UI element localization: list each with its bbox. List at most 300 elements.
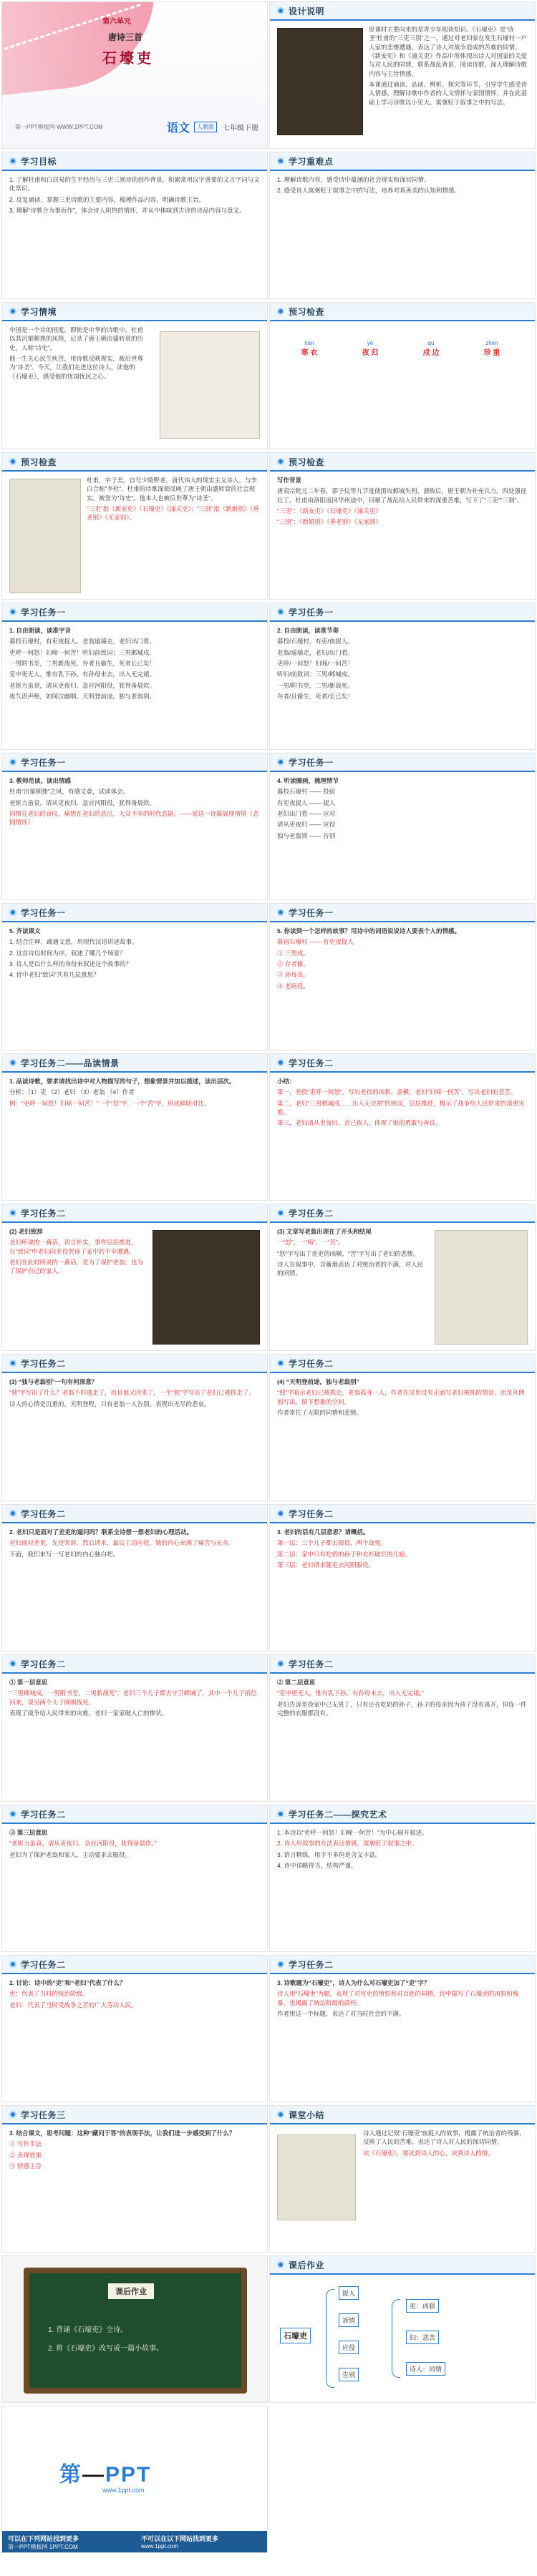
slide-header xyxy=(2,1805,267,1824)
slide-header xyxy=(270,1505,535,1523)
task-heading: ② 第二层意思 xyxy=(277,1679,316,1686)
mindmap-feeling: 诗人：同情 xyxy=(406,2362,445,2376)
slide-task2-k xyxy=(1,1805,268,1952)
cover-brandbar xyxy=(15,117,258,137)
body-line: 第三，老妇请从吏夜归，舍己救人，体现了她的勇敢与善良。 xyxy=(277,1119,442,1127)
header-dot-icon xyxy=(277,308,284,315)
task-heading: ① 第一层意思 xyxy=(9,1679,48,1686)
slide-title: 学习任务一 xyxy=(289,757,334,768)
header-dot-icon xyxy=(9,2111,16,2118)
body-line: 一“怒”，一“啼”，一“苦”。 xyxy=(277,1239,344,1246)
slide-body xyxy=(277,1077,528,1194)
poem-line: 老妪力虽衰，请从吏夜归。急应河阳役，犹得备晨炊。 xyxy=(9,681,156,689)
slide-body xyxy=(9,1227,145,1345)
slide-body xyxy=(369,25,528,142)
slide-body xyxy=(9,326,145,443)
body-line: 中国是一个诗的国度，即使是中华的诗歌中，杜甫以其沉郁顿挫的风格，记录了唐王朝由盛转衰的历史，人称“诗史”。 xyxy=(9,326,144,351)
slide-body xyxy=(363,2129,528,2246)
slide-header xyxy=(2,603,267,622)
pinyin-card xyxy=(467,340,517,357)
slide-body xyxy=(9,1828,260,1946)
slide-preview-check-2 xyxy=(1,452,268,600)
task-heading: (3) 文章写老翁出现在了开头和结尾 xyxy=(277,1228,372,1235)
body-line: 2. 反复诵读，掌握三吏诗歌的主要内容，梳理作品内容，明确诗歌主旨。 xyxy=(9,195,205,203)
slide-title: 学习任务二 xyxy=(289,1508,334,1519)
slide-task2-m xyxy=(269,1955,536,2102)
body-line: 老妇告诉差役家中已无男丁，只有还在吃奶的孙子，孙子的母亲因为孩子没有离开，但连一件完整的衣服都没有。 xyxy=(277,1700,527,1717)
slide-title: 学习任务二 xyxy=(289,1058,334,1068)
slide-header xyxy=(270,2256,535,2275)
board-title: 课后作业 xyxy=(108,2283,154,2299)
body-line: 有吏夜捉人 —— 捉人 xyxy=(277,799,336,806)
task-heading: 3. 教师范读，读出情感 xyxy=(9,777,71,784)
cover-unit: 第六单元 xyxy=(102,18,131,26)
word: 珍 重 xyxy=(483,349,500,357)
slide-title: 预习检查 xyxy=(21,457,57,467)
mindmap-branch: 捉人 xyxy=(339,2286,359,2300)
slide-task2-h xyxy=(269,1504,536,1652)
slide-task2-d xyxy=(269,1204,536,1351)
task-heading: 3. 结合课文，思考问题：这种“藏问于答”的表现手法，让我们进一步感受到了什么？ xyxy=(9,2129,236,2137)
slide-header xyxy=(2,904,267,922)
body-line: 1. 本诗以“吏呼一何怒！妇啼一何苦！”为中心展开叙述。 xyxy=(277,1829,428,1836)
body-line: 他一生关心民生疾苦，用诗歌反映现实，被后世尊为“诗圣”。今天，让我们走进这位诗人，读他的《石壕吏》，感受他的忧国忧民之心。 xyxy=(9,354,144,380)
mindmap-bracket xyxy=(326,2289,334,2388)
slide-title: 学习任务一 xyxy=(21,757,66,768)
slide-task1-e xyxy=(1,903,268,1050)
body-line: ① 三男戍。 xyxy=(277,949,309,957)
body-line: 3. 诗人是以什么样的身份来叙述这个故事的？ xyxy=(9,960,132,967)
header-dot-icon xyxy=(277,1059,284,1066)
poem-line: 室中更无人，惟有乳下孙。有孙母未去，出入无完裙。 xyxy=(9,670,156,678)
poem-line: 存者/且偷生，死者/长已矣！ xyxy=(277,692,354,700)
ad-box xyxy=(2,2406,268,2553)
poem-line: 老翁/逾墙走，老妇/出门看。 xyxy=(277,648,354,656)
header-dot-icon xyxy=(277,1660,284,1667)
poet-image xyxy=(9,479,81,593)
board-item: 2. 将《石壕吏》改写成一篇小故事。 xyxy=(48,2345,164,2353)
body-line: 3. 理解“诗歌合为事而作”，体会诗人炽热的情怀，并从中体味到古诗的诗品内容与意义。 xyxy=(9,206,246,214)
body-line: “怒”字写出了差吏的凶横，“苦”字写出了老妇的悲惨。 xyxy=(277,1249,420,1257)
slide-key-points xyxy=(269,152,536,299)
task-heading: (2) 老妇致辞 xyxy=(9,1228,43,1235)
slide-task2-a xyxy=(1,1053,268,1201)
slide-header xyxy=(2,152,267,171)
task-heading: 5. 齐读课文 xyxy=(9,927,41,935)
footer-right-title: 不可以在以下网站找到更多 xyxy=(141,2535,219,2542)
poem-line: 听妇/前致词：三男/邺城戍。 xyxy=(277,670,354,678)
slide-homework xyxy=(1,2255,268,2403)
poem-line: 暮投石壕村，有吏夜捉人。老翁逾墙走，老妇出门看。 xyxy=(9,638,156,645)
body-line: 唐肃宗乾元二年春，郭子仪等九节度使围攻邺城失利，溃败后，唐王朝为补充兵力，四处强征壮丁。杜甫由洛阳返回华州途中，目睹了战乱给人民带来的深重苦难，写下了“三吏”“三别”。 xyxy=(277,487,527,504)
body-line: ④ 老妪役。 xyxy=(277,982,309,990)
slide-body xyxy=(9,1528,260,1645)
body-line: 诗人在叙事中，含蓄地表达了对统治者的不满，对人民的同情。 xyxy=(277,1260,424,1277)
poem-line: 吏呼/一何怒！妇啼/一何苦！ xyxy=(277,659,354,667)
slide-title: 学习任务三 xyxy=(21,2109,66,2120)
slide-title: 设计说明 xyxy=(289,6,325,16)
slide-header xyxy=(270,1655,535,1674)
body-line: 独与老翁别 —— 告别 xyxy=(277,831,336,839)
slide-body xyxy=(277,927,528,1044)
body-line: “室中更无人，惟有乳下孙。有孙母未去，出入无完裙。” xyxy=(277,1689,425,1697)
body-line: 老妇出门看 —— 应对 xyxy=(277,809,336,817)
cover-grade: 七年级下册 xyxy=(223,124,258,132)
slide-header xyxy=(2,1355,267,1373)
slide-task1-a xyxy=(1,602,268,750)
logo-part: PPT xyxy=(105,2463,152,2487)
pinyin: qú xyxy=(427,340,435,346)
slide-title: 学习任务一 xyxy=(21,907,66,918)
body-line: 例：“吏呼一何怒！妇啼一何苦！”一个“怒”字，一个“苦”字，形成鲜明对比。 xyxy=(9,1099,211,1107)
mindmap-feeling: 妇：悲苦 xyxy=(406,2331,439,2344)
slide-title: 学习任务二 xyxy=(289,1959,334,1970)
slide-body xyxy=(9,1678,260,1795)
slide-header xyxy=(270,2106,535,2124)
slide-header xyxy=(270,303,535,321)
cover-edition: 人教版 xyxy=(194,122,217,132)
header-dot-icon xyxy=(9,458,16,465)
slide-body xyxy=(9,175,260,293)
body-line: 2. 感受诗人寓褒贬于叙事之中的写法，培养对真善美的认知和情感。 xyxy=(277,187,460,195)
slide-body xyxy=(9,776,260,894)
slide-body xyxy=(277,1528,528,1645)
body-line: 1. 理解诗歌内容，感受诗中蕴涵的社会现实和深切同情。 xyxy=(277,176,430,183)
body-line: 同情在老妇的哀叹，痛惜在老妇的悲泣，大众不幸的时代悲剧。——说这一诗篇展现情境（悲悯情怀） xyxy=(9,809,259,826)
slide-body xyxy=(9,2129,260,2246)
pinyin-card xyxy=(284,340,334,357)
slide-title: 学习任务二 xyxy=(21,1809,66,1820)
task-heading: 2. 自由朗读，读准节奏 xyxy=(277,627,339,634)
mindmap-branch: 告别 xyxy=(339,2368,359,2381)
slide-body xyxy=(277,1377,528,1495)
body-line: 写作背景 xyxy=(277,477,302,484)
body-line: 第一层：三个儿子都去服役，两个战死。 xyxy=(277,1539,387,1547)
slide-body xyxy=(9,1377,260,1495)
body-line: 老妇为了保护老翁和家人，主动要求去服役。 xyxy=(9,1850,132,1858)
slide-header xyxy=(2,303,267,321)
body-line: 诗人用“石壕吏”为题，表现了对官吏的愤恨和对百姓的同情。诗中描写了石壕吏的凶狠和残暴，也揭露了统治阶级的腐朽。 xyxy=(277,1990,519,2006)
header-dot-icon xyxy=(9,909,16,916)
body-line: 老妇所说的一番话，语言朴实，事件层层推进，在“致词”中老妇向差役哭诉了家中的不幸遭遇。 xyxy=(9,1239,137,1255)
slide-title: 学习任务二 xyxy=(289,1208,334,1219)
pinyin-card xyxy=(345,340,395,357)
slide-preview-check-1 xyxy=(269,302,536,449)
header-dot-icon xyxy=(277,458,284,465)
slide-header xyxy=(2,1655,267,1674)
header-dot-icon xyxy=(277,1360,284,1367)
slide-title: 学习任务二 xyxy=(21,1208,66,1219)
slide-body xyxy=(277,776,528,894)
body-line: 请从吏夜归 —— 应役 xyxy=(277,821,336,829)
slide-title: 学习任务二——品读情景 xyxy=(21,1058,120,1068)
task-heading: 4. 听读圈画，梳理情节 xyxy=(277,777,339,784)
body-line: 老妇：代表了当时受战争之苦的广大劳动人民。 xyxy=(9,2001,137,2009)
slide-task2-e xyxy=(1,1354,268,1501)
body-line: 第三层：老妇请求随吏去河阳服役。 xyxy=(277,1561,375,1568)
cover-site: 第一PPT模板网-WWW.1PPT.COM xyxy=(15,123,103,130)
slide-header xyxy=(270,1355,535,1373)
slide-title: 学习任务二 xyxy=(289,1659,334,1669)
body-line: “三男邺城戍，一男附书至，二男新战死”：老妇三个儿子都去守卫邺城了，其中一个儿子捎信回来，说另两个儿子刚刚战死。 xyxy=(9,1689,257,1706)
footer-right xyxy=(135,2531,268,2553)
slide-title: 学习重难点 xyxy=(289,156,334,167)
poem-line: 一男附书至，二男新战死。存者且偷生，死者长已矣！ xyxy=(9,659,156,667)
scene-image xyxy=(435,1230,528,1345)
body-line: 老妇在此时所说的一番话，是为了保护老翁，也为了保护自己的家人。 xyxy=(9,1258,144,1275)
site-url-link[interactable]: www.1ppt.com xyxy=(102,2487,145,2494)
word: 寒 衣 xyxy=(301,349,318,357)
body-line: 吏：代表了当时的统治阶级。 xyxy=(9,1990,89,1998)
poem-line: 夜久语声绝，如闻泣幽咽。天明登前途，独与老翁别。 xyxy=(9,692,156,700)
ad-slide xyxy=(1,2406,268,2553)
slide-header xyxy=(2,453,267,472)
body-line: “三吏”指《新安吏》《石壕吏》《潼关吏》；“三别”指《新婚别》《垂老别》《无家别》。 xyxy=(87,504,259,522)
body-line: 分析：（1）吏 （2）老妇 （3）老翁 （4）作者 xyxy=(9,1088,135,1096)
slide-design-explanation xyxy=(269,1,536,149)
body-line: 作者寄托了无限的同情和悲愤。 xyxy=(277,1408,363,1416)
header-dot-icon xyxy=(277,1209,284,1216)
site-logo[interactable] xyxy=(59,2457,151,2488)
slide-task2-c xyxy=(1,1204,268,1351)
body-line: “独”字写出了什么？老翁不但逃走了，而且他又回来了，一个“独”字写出了老妇已被抓走了。 xyxy=(9,1389,255,1397)
task-heading: (4) “天明登前途，独与老翁别” xyxy=(277,1378,359,1385)
task-heading: 3. 老妇的话有几层意思？请概括。 xyxy=(277,1528,369,1536)
body-line: 表现了战争给人民带来的灾难，老妇一家家破人亡的惨状。 xyxy=(9,1709,168,1717)
cover-slide xyxy=(1,1,268,149)
header-dot-icon xyxy=(9,608,16,615)
pinyin: zhēn xyxy=(485,340,498,346)
slide-task3 xyxy=(1,2105,268,2253)
body-line: “三别”：《新婚别》《垂老别》《无家别》 xyxy=(277,518,382,526)
slide-task1-d xyxy=(269,753,536,900)
slide-task2-i xyxy=(1,1654,268,1802)
footer-left-text[interactable]: 第一PPT模板网 1PPT.COM xyxy=(8,2544,78,2550)
header-dot-icon xyxy=(277,2261,284,2268)
slide-header xyxy=(2,1956,267,1974)
slide-body xyxy=(277,1979,528,2096)
header-dot-icon xyxy=(277,608,284,615)
cover-title: 石壕吏 xyxy=(102,51,154,67)
slide-summary xyxy=(269,2105,536,2253)
body-line: 作者用这一个标题，表达了对当时社会的不满。 xyxy=(277,2009,405,2017)
header-dot-icon xyxy=(9,157,16,165)
slide-preview-check-3 xyxy=(269,452,536,600)
logo-part: 第 xyxy=(59,2463,82,2487)
body-line: 老妇面对差吏，先是哭诉，然后请求，最后主动应役，她的内心充满了痛苦与无奈。 xyxy=(9,1539,235,1547)
pinyin: hán xyxy=(304,340,314,346)
header-dot-icon xyxy=(9,1360,16,1367)
slide-title: 学习任务二 xyxy=(21,1659,66,1669)
slide-title: 学习任务一 xyxy=(289,607,334,618)
header-dot-icon xyxy=(277,2111,284,2118)
body-line: 第一，差役“吏呼一何怒”，写出差役的凶狠、蛮横；老妇“妇啼一何苦”，写出老妇的悲苦。 xyxy=(277,1088,517,1096)
slide-header xyxy=(270,1054,535,1073)
slide-title: 学习任务一 xyxy=(21,607,66,618)
slide-header xyxy=(270,2,535,21)
slide-title: 学习任务二 xyxy=(21,1959,66,1970)
task-heading: 3. 诗歌题为“石壕吏”，诗人为什么对石壕吏加了“吏”字？ xyxy=(277,1979,430,1986)
slide-title: 预习检查 xyxy=(289,457,325,467)
header-dot-icon xyxy=(9,1961,16,1968)
task-heading: 1. 自由朗读，读准字音 xyxy=(9,627,71,634)
header-dot-icon xyxy=(9,308,16,315)
word: 戍 边 xyxy=(422,349,440,357)
pinyin: yè xyxy=(367,340,374,346)
slide-body xyxy=(277,626,528,743)
cover-subtitle: 唐诗三首 xyxy=(108,32,143,42)
header-dot-icon xyxy=(9,1510,16,1517)
slide-title: 学习任务二 xyxy=(21,1358,66,1369)
mindmap-feeling: 吏：凶狠 xyxy=(406,2299,439,2313)
body-line: 读《石壕吏》，要读到诗人的心，读到诗人的情。 xyxy=(363,2149,494,2157)
slide-header xyxy=(270,1204,535,1223)
body-line: “老妪力虽衰，请从吏夜归。急应河阳役，犹得备晨炊。” xyxy=(9,1840,157,1848)
body-line: 3. 语言精练，用字不多但是含义丰富。 xyxy=(277,1850,382,1858)
mindmap-bracket xyxy=(392,2299,400,2378)
body-line: 1. 了解杜甫和白居易的生平经历与三吏三别诗的创作背景，积累常用汉字重要的文言字词与文化常识。 xyxy=(9,176,260,192)
body-line: 4. 诗中详略得当，结构严谨。 xyxy=(277,1861,357,1869)
slide-header xyxy=(2,1505,267,1523)
slide-body xyxy=(87,476,260,593)
chalkboard xyxy=(24,2268,247,2394)
slide-body xyxy=(277,1828,528,1946)
slide-task2-l xyxy=(1,1955,268,2102)
body-line: 2. 诗人用叙事的方法表达情感，寓褒贬于叙事之中。 xyxy=(277,1840,418,1848)
body-line: “三吏”：《新安吏》《石壕吏》《潼关吏》 xyxy=(277,507,382,514)
body-line: 杜甫“沉郁顿挫”之风，有感文意，试读体会。 xyxy=(9,788,130,796)
header-dot-icon xyxy=(9,1810,16,1818)
slide-body xyxy=(9,1979,260,2096)
body-line: 本课通过诵读、品读、辨析、探究等环节，引导学生感受诗人情感，理解诗歌中作者的人文情怀与家国情怀，并在此基础上学习诗歌以小见大、寓褒贬于叙事之中的写法。 xyxy=(369,80,528,106)
slide-header xyxy=(2,753,267,772)
pinyin-card xyxy=(406,340,456,357)
body-line: ③ 情感主旨 xyxy=(9,2162,42,2170)
body-line: 4. 诗中老妇“致词”共有几层意思？ xyxy=(9,971,100,979)
slide-body xyxy=(277,175,528,293)
slide-header xyxy=(2,1054,267,1073)
logo-dash: — xyxy=(82,2463,105,2487)
slide-body xyxy=(277,1227,427,1345)
task-heading: ③ 第三层意思 xyxy=(9,1829,48,1836)
slide-body xyxy=(9,927,260,1044)
body-line: 下面，我们来写一写老妇的内心独白吧。 xyxy=(9,1550,120,1558)
poem-line: 一男/附书至，二男/新战死。 xyxy=(277,681,354,689)
slide-header xyxy=(270,453,535,472)
slide-title: 学习任务二 xyxy=(21,1508,66,1519)
slide-task2-j xyxy=(269,1654,536,1802)
footer-left xyxy=(2,2531,135,2553)
painting-image xyxy=(153,1230,260,1345)
body-line: 诗人通过记叙“石壕吏”夜捉人的故事，揭露了统治者的残暴，反映了人民的苦难，表达了诗人对人民的深切同情。 xyxy=(363,2129,526,2146)
body-line: 第二层：家中只有吃奶的孙子和衣衫破烂的儿媳。 xyxy=(277,1550,412,1558)
slide-title: 课堂小结 xyxy=(289,2109,325,2120)
body-line: 1. 结合注释，疏通文意，用现代汉语讲述故事。 xyxy=(9,938,138,946)
header-dot-icon xyxy=(277,909,284,916)
header-dot-icon xyxy=(9,1209,16,1216)
mindmap-branch: 诉情 xyxy=(339,2313,359,2327)
header-dot-icon xyxy=(277,7,284,14)
header-dot-icon xyxy=(9,758,16,766)
header-dot-icon xyxy=(277,1961,284,1968)
slide-title: 学习任务二——探究艺术 xyxy=(289,1809,387,1820)
slide-header xyxy=(270,904,535,922)
illustration-image xyxy=(277,28,363,135)
slide-header xyxy=(270,1805,535,1824)
slide-header xyxy=(270,603,535,622)
header-dot-icon xyxy=(277,758,284,766)
mindmap-root: 石壕吏 xyxy=(280,2328,311,2343)
ad-footer xyxy=(2,2531,268,2553)
task-heading: 1. 品读诗歌，要求请找出诗中对人物描写的句子，想象情景并加以描述，读出层次。 xyxy=(9,1078,236,1085)
body-line: 老妪力虽衰，请从吏夜归。急应河阳役，犹得备晨炊。 xyxy=(9,799,156,806)
slide-task2-g xyxy=(1,1504,268,1652)
slide-body xyxy=(9,1077,260,1194)
slide-learning-goals xyxy=(1,152,268,299)
body-line: “独”字暗示老妇已被抓走，老翁孤身一人，作者在这里没有正面写老妇被抓的情景，而是从侧面写出，留下想象的空间。 xyxy=(277,1389,525,1405)
footer-left-title: 可以在下列网站找到更多 xyxy=(8,2535,79,2542)
word: 夜 归 xyxy=(362,349,379,357)
body-line: 诗人的心情是沉重的。天明登程，只有老翁一人告别，表现出无尽的悲哀。 xyxy=(9,1400,211,1407)
body-line: ① 写作手法 xyxy=(9,2140,42,2148)
body-line: 暮投石壕村 —— 投宿 xyxy=(277,788,336,796)
footer-right-text[interactable]: www.1ppt.com xyxy=(141,2543,179,2550)
slide-task1-b xyxy=(269,602,536,750)
poet-portrait-image xyxy=(160,331,260,439)
body-line: 第二，老妇“三男邺城戍……出入无完裙”的致词，层层推进，揭示了战争给人民带来的深重灾难。 xyxy=(277,1099,525,1116)
header-dot-icon xyxy=(277,1510,284,1517)
task-heading: 2. 老妇只是面对了差吏的逼问吗？联系全诗想一想老妇的心理活动。 xyxy=(9,1528,193,1536)
poem-line: 暮投/石壕村，有吏/夜捉人。 xyxy=(277,638,354,645)
body-line: ③ 孙母出。 xyxy=(277,971,309,979)
slide-task2-art xyxy=(269,1805,536,1952)
body-line: 杜甫，字子美，自号少陵野老，唐代伟大的现实主义诗人，与李白合称“李杜”。杜甫的诗歌深刻反映了唐王朝由盛转衰的社会现实，被誉为“诗史”。他本人也被后世尊为“诗圣”。 xyxy=(87,477,258,502)
slide-body xyxy=(277,476,528,593)
task-heading: 5. 你读到一个怎样的故事？用诗中的词语说说诗人要表个人的情感。 xyxy=(277,927,460,935)
board-item: 1. 背诵《石壕吏》全诗。 xyxy=(48,2326,128,2334)
poem-line: 吏呼一何怒！妇啼一何苦！听妇前致词：三男邺城戍。 xyxy=(9,648,156,656)
slide-header xyxy=(2,2106,267,2124)
task-heading: 2. 讨论：诗中的“吏”和“老妇”代表了什么？ xyxy=(9,1979,126,1986)
body-line: ② 表现效果 xyxy=(9,2151,42,2159)
cover-subject: 语文 xyxy=(166,122,190,135)
slide-body xyxy=(277,1678,528,1795)
body-line: 2. 这首诗以时间为序，叙述了哪几个场景？ xyxy=(9,949,126,957)
task-heading: 小结： xyxy=(277,1078,296,1085)
slide-title: 学习任务一 xyxy=(289,907,334,918)
header-dot-icon xyxy=(277,157,284,165)
slide-title: 学习情境 xyxy=(21,306,57,317)
body-line: 暮宿石壕村 —— 有吏夜捉人 xyxy=(277,938,354,946)
slide-header xyxy=(2,1204,267,1223)
slide-header xyxy=(270,1956,535,1974)
slide-title: 课后作业 xyxy=(289,2260,325,2270)
slide-task2-f xyxy=(269,1354,536,1501)
mindmap-branch: 应役 xyxy=(339,2341,359,2354)
slide-header xyxy=(270,152,535,171)
slide-title: 学习任务二 xyxy=(289,1358,334,1369)
body-line: ② 存者偷。 xyxy=(277,960,309,967)
task-heading: (3) “独与老翁别”一句有何深意？ xyxy=(9,1378,98,1385)
slide-title: 学习目标 xyxy=(21,156,57,167)
slide-learning-context xyxy=(1,302,268,449)
slide-task1-f xyxy=(269,903,536,1050)
header-dot-icon xyxy=(9,1059,16,1066)
slide-title: 预习检查 xyxy=(289,306,325,317)
body-line: 原课时主要向来的是青少年阅读知识。《石壕吏》是“诗圣”杜甫的“三吏三别”之一，通过对老妇家在发生石壕村一户人家的悲惨遭遇，表达了诗人对战争造成的苦难的同情。《新安吏》和《潼关吏》作品中所体现出诗人对国家的关爱与对人民的同情，联系战乱背景，阅读诗歌，深入理解诗歌内容与主旨情感。 xyxy=(369,26,528,77)
slide-header xyxy=(270,753,535,772)
slide-body xyxy=(9,626,260,743)
